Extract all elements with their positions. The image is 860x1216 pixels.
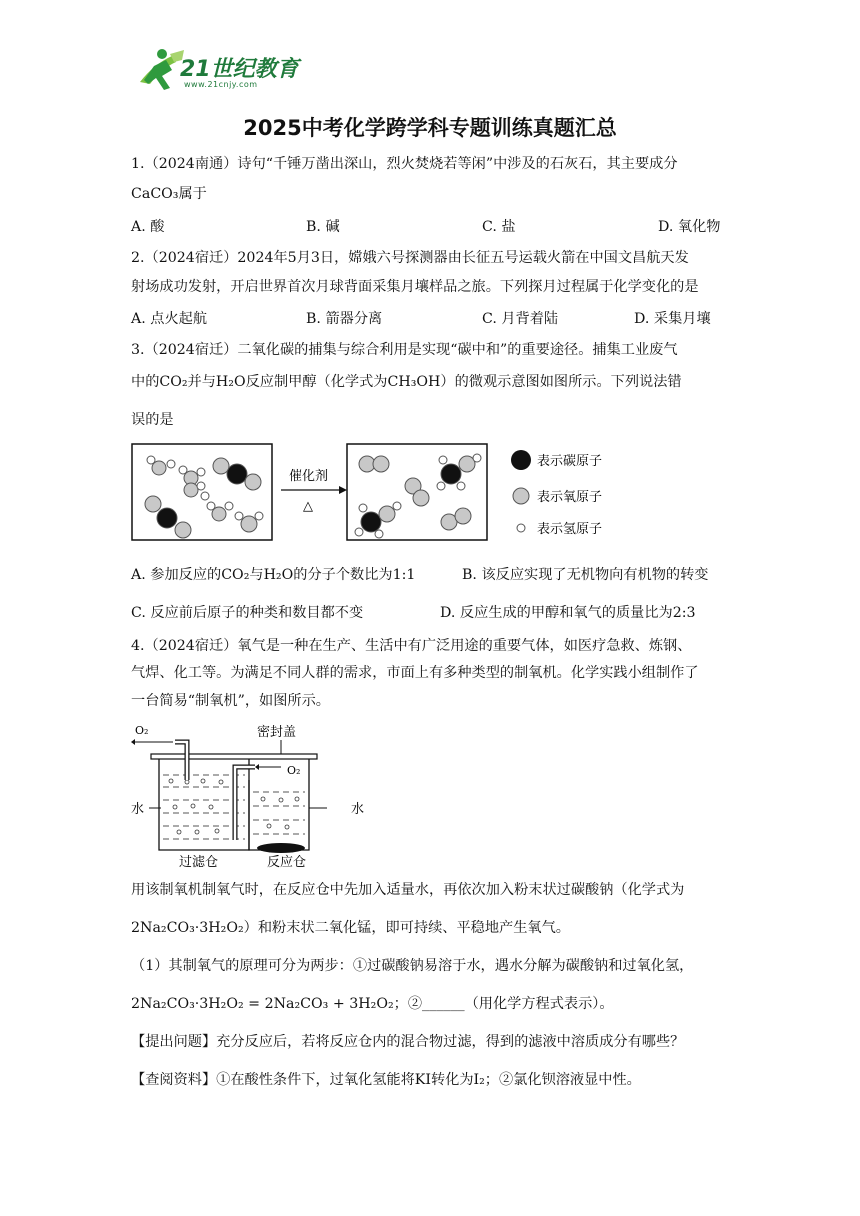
q3-line1: 3.（2024宿迁）二氧化碳的捕集与综合利用是实现“碳中和”的重要途径。捕集工业废气: [131, 342, 678, 358]
q4-para2b: 2Na₂CO₃·3H₂O₂ = 2Na₂CO₃ + 3H₂O₂；②______（用化学方程式表示）。: [131, 996, 614, 1012]
catalyst-label: 催化剂: [289, 469, 329, 484]
q3-option-c: C. 反应前后原子的种类和数目都不变: [131, 605, 364, 621]
oxygen-generator-diagram: [131, 720, 391, 868]
water-right-label: 水: [351, 802, 365, 817]
q1-option-d: D. 氧化物: [658, 219, 721, 235]
legend-carbon: 表示碳原子: [537, 454, 603, 469]
q3-line3: 误的是: [131, 412, 174, 428]
heat-label: △: [303, 499, 313, 514]
legend-carbon-icon: [511, 450, 531, 470]
o2-left-label: O₂: [135, 724, 149, 737]
q2-option-b: B. 箭器分离: [306, 311, 383, 327]
legend-hydrogen-icon: [517, 524, 525, 532]
q4-para4: 【查阅资料】①在酸性条件下，过氧化氢能将KI转化为I₂；②氯化钡溶液显中性。: [131, 1072, 641, 1088]
q2-line2: 射场成功发射，开启世界首次月球背面采集月壤样品之旅。下列探月过程属于化学变化的是: [131, 279, 699, 295]
q4-line3: 一台简易“制氧机”，如图所示。: [131, 693, 330, 709]
reaction-diagram: [131, 438, 731, 548]
q2-option-d: D. 采集月壤: [634, 311, 711, 327]
q1-line2: CaCO₃属于: [131, 186, 207, 202]
logo-url: www.21cnjy.com: [184, 80, 258, 89]
legend-hydrogen: 表示氢原子: [537, 522, 603, 537]
molecule-diagram-svg: [131, 438, 731, 548]
sealed-lid: [151, 754, 317, 759]
q1-option-a: A. 酸: [131, 219, 165, 235]
water-left-label: 水: [131, 802, 145, 817]
q3-option-b: B. 该反应实现了无机物向有机物的转变: [462, 567, 709, 583]
q1-option-c: C. 盐: [482, 219, 516, 235]
q4-para1b: 2Na₂CO₃·3H₂O₂）和粉末状二氧化锰，即可持续、平稳地产生氧气。: [131, 920, 570, 936]
reactor-chamber-label: 反应仓: [267, 855, 307, 868]
site-logo: [132, 44, 302, 96]
q3-line2: 中的CO₂并与H₂O反应制甲醇（化学式为CH₃OH）的微观示意图如图所示。下列说法错: [131, 374, 682, 390]
o2-right-label: O₂: [287, 764, 301, 777]
q2-line1: 2.（2024宿迁）2024年5月3日，嫦娥六号探测器由长征五号运载火箭在中国文昌航天发: [131, 250, 689, 266]
q4-line2: 气焊、化工等。为满足不同人群的需求，市面上有多种类型的制氧机。化学实践小组制作了: [131, 665, 699, 681]
lid-label: 密封盖: [257, 725, 297, 740]
q3-option-d: D. 反应生成的甲醇和氧气的质量比为2:3: [440, 605, 696, 621]
q4-para3: 【提出问题】充分反应后，若将反应仓内的混合物过滤，得到的滤液中溶质成分有哪些？: [131, 1034, 685, 1050]
q2-option-c: C. 月背着陆: [482, 311, 559, 327]
legend-oxygen-icon: [513, 488, 529, 504]
q4-line1: 4.（2024宿迁）氧气是一种在生产、生活中有广泛用途的重要气体，如医疗急救、炼钢、: [131, 638, 692, 654]
q3-option-a: A. 参加反应的CO₂与H₂O的分子个数比为1:1: [131, 567, 416, 583]
q2-option-a: A. 点火起航: [131, 311, 208, 327]
filter-chamber-label: 过滤仓: [179, 855, 219, 868]
q4-para2a: （1）其制氧气的原理可分为两步：①过碳酸钠易溶于水，遇水分解为碳酸钠和过氧化氢，: [131, 958, 694, 974]
q4-para1a: 用该制氧机制氧气时，在反应仓中先加入适量水，再依次加入粉末状过碳酸钠（化学式为: [131, 882, 685, 898]
q1-option-b: B. 碱: [306, 219, 340, 235]
legend-oxygen: 表示氧原子: [537, 490, 603, 505]
logo-text: 21世纪教育: [180, 57, 299, 82]
page-title: 2025中考化学跨学科专题训练真题汇总: [243, 116, 617, 140]
apparatus-svg: [131, 720, 391, 868]
q1-line1: 1.（2024南通）诗句“千锤万凿出深山，烈火焚烧若等闲”中涉及的石灰石，其主要成分: [131, 156, 678, 172]
